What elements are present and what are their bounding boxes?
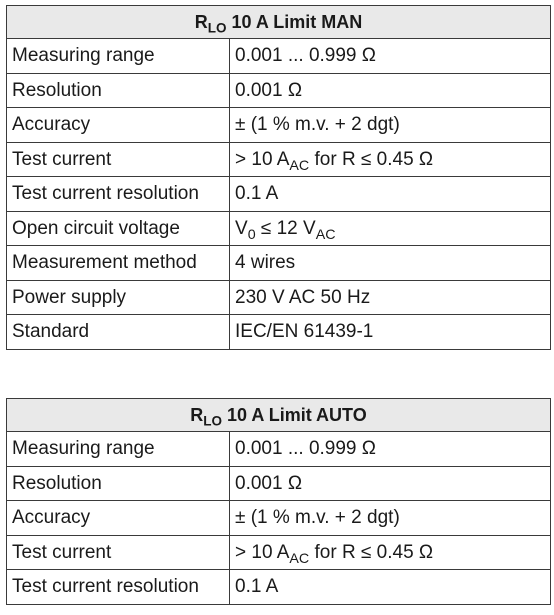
table-row (7, 246, 551, 281)
table-row (7, 177, 551, 212)
table-row (7, 466, 551, 501)
title-symbol: R (194, 12, 208, 32)
row-value: 0.001 ... 0.999 Ω (230, 432, 551, 467)
title-text: 10 A Limit MAN (226, 12, 363, 32)
row-value: 4 wires (230, 246, 551, 281)
row-value: 0.001 Ω (230, 466, 551, 501)
row-label: Accuracy (7, 108, 230, 143)
value-subscript: AC (289, 157, 310, 174)
table-title (7, 6, 551, 39)
row-value (230, 211, 551, 246)
table-row (7, 432, 551, 467)
rlo-10a-limit-auto-table (6, 398, 551, 605)
table-row (7, 39, 551, 74)
value-subscript: AC (289, 550, 310, 567)
row-value: 0.1 A (230, 570, 551, 605)
row-label: Measurement method (7, 246, 230, 281)
row-label: Resolution (7, 73, 230, 108)
row-label: Test current (7, 535, 230, 570)
table-header-row (7, 399, 551, 432)
row-label: Measuring range (7, 432, 230, 467)
value-part: > 10 A (235, 148, 290, 170)
table-row (7, 108, 551, 143)
table-row (7, 280, 551, 315)
value-part: V (235, 217, 248, 239)
row-label: Standard (7, 315, 230, 350)
table-row (7, 570, 551, 605)
title-symbol: R (190, 405, 204, 425)
row-value: 0.001 ... 0.999 Ω (230, 39, 551, 74)
table-row (7, 211, 551, 246)
row-label: Test current resolution (7, 177, 230, 212)
row-value: IEC/EN 61439-1 (230, 315, 551, 350)
table-row (7, 315, 551, 350)
table-header-row (7, 6, 551, 39)
row-value: 230 V AC 50 Hz (230, 280, 551, 315)
value-subscript: AC (315, 226, 336, 243)
row-value: 0.1 A (230, 177, 551, 212)
value-part: > 10 A (235, 541, 290, 563)
value-part: for R ≤ 0.45 Ω (309, 148, 434, 170)
table-row (7, 501, 551, 536)
rlo-10a-limit-man-table (6, 5, 551, 350)
table-row (7, 142, 551, 177)
title-subscript: LO (203, 413, 223, 429)
table-row (7, 535, 551, 570)
row-label: Resolution (7, 466, 230, 501)
title-text: 10 A Limit AUTO (222, 405, 367, 425)
value-subscript: 0 (247, 226, 256, 243)
value-part: for R ≤ 0.45 Ω (309, 541, 434, 563)
row-label: Power supply (7, 280, 230, 315)
table-title (7, 399, 551, 432)
row-value: 0.001 Ω (230, 73, 551, 108)
row-label: Test current (7, 142, 230, 177)
table-row (7, 73, 551, 108)
value-part: ≤ 12 V (255, 217, 316, 239)
row-value (230, 535, 551, 570)
row-label: Open circuit voltage (7, 211, 230, 246)
row-value: ± (1 % m.v. + 2 dgt) (230, 501, 551, 536)
row-label: Measuring range (7, 39, 230, 74)
row-label: Accuracy (7, 501, 230, 536)
row-value: ± (1 % m.v. + 2 dgt) (230, 108, 551, 143)
row-value (230, 142, 551, 177)
title-subscript: LO (207, 20, 227, 36)
row-label: Test current resolution (7, 570, 230, 605)
